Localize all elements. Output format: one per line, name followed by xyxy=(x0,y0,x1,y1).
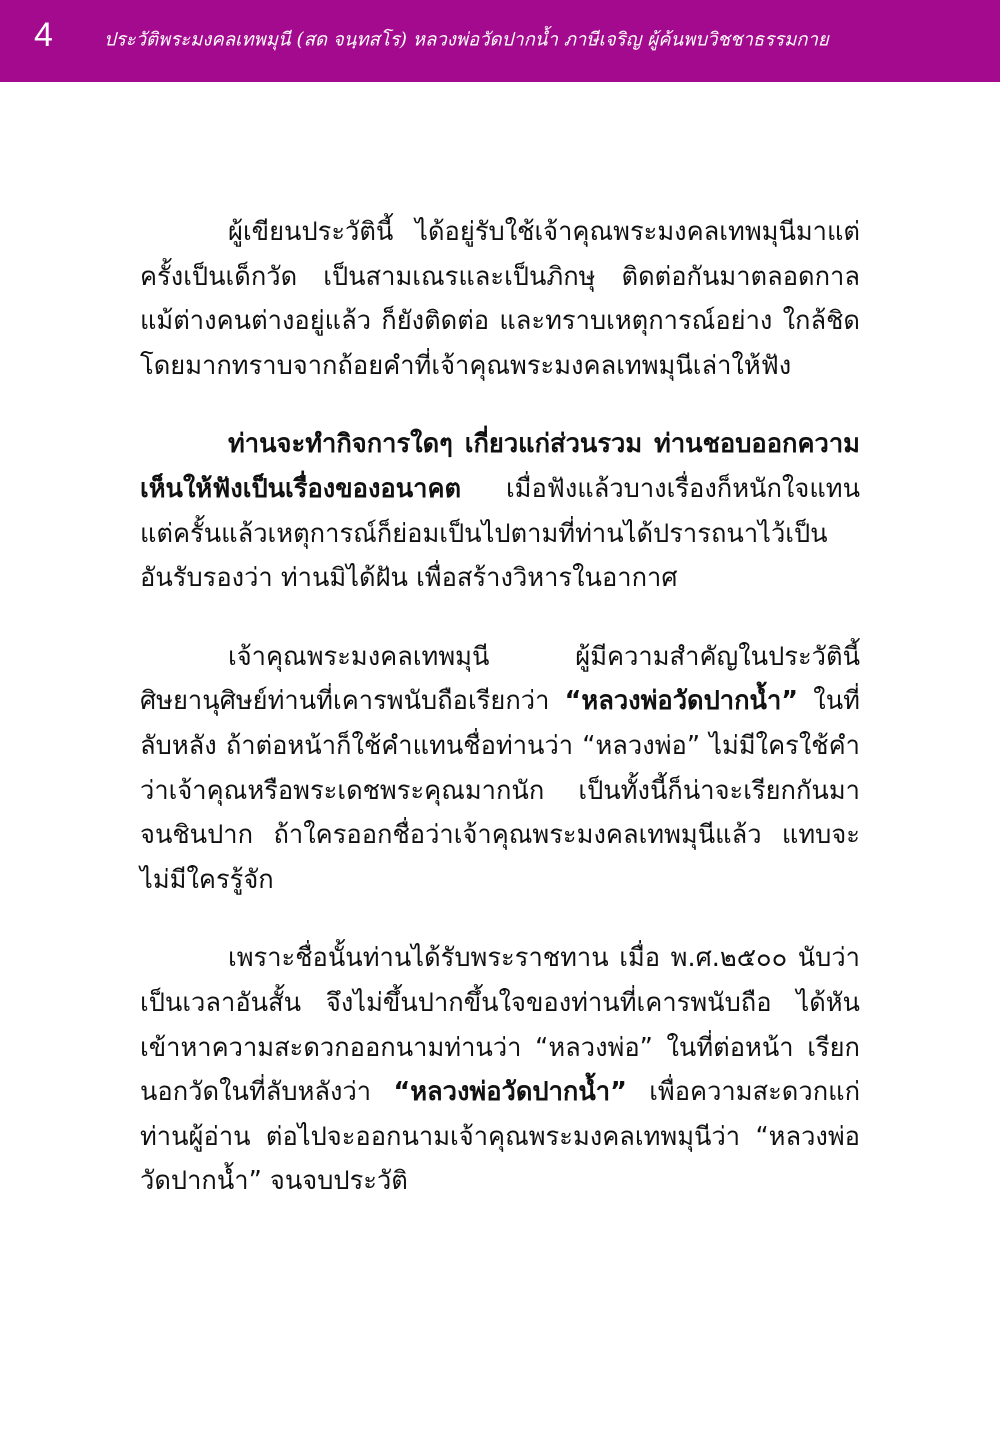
paragraph-1-text: ผู้เขียนประวัตินี้ ได้อยู่รับใช้เจ้าคุณพระมงคลเทพมุนีมาแต่ครั้งเป็นเด็กวัด เป็นสามเณรและเป็นภิกษุ ติดต่อกันมาตลอดกาล แม้ต่างคนต่างอยู่แล้ว ก็ยังติดต่อ และทราบเหตุการณ์อย่าง ใกล้ชิด โดยมากทราบจากถ้อยคำที่เจ้าคุณพระมงคลเทพมุนีเล่าให้ฟัง xyxy=(140,217,860,381)
paragraph-3-bold-text: “หลวงพ่อวัดปากน้ำ” xyxy=(564,686,799,717)
paragraph-4-bold-text: “หลวงพ่อวัดปากน้ำ” xyxy=(393,1077,627,1108)
running-title: ประวัติพระมงคลเทพมุนี (สด จนฺทสโร) หลวงพ่อวัดปากน้ำ ภาษีเจริญ ผู้ค้นพบวิชชาธรรมกาย xyxy=(104,29,829,51)
paragraph-2-bold-text: ท่านจะทำกิจการใดๆ เกี่ยวแก่ส่วนรวม ท่านชอบออกความเห็นให้ฟังเป็นเรื่องของอนาคต xyxy=(140,429,860,504)
paragraph-3-text-a: เจ้าคุณพระมงคลเทพมุนี ผู้มีความสำคัญในประวัตินี้ ศิษยานุศิษย์ท่านที่เคารพนับถือเรียกว่า xyxy=(140,641,860,717)
page-header xyxy=(0,0,1000,82)
paragraph-2 xyxy=(140,422,860,600)
paragraph-4-text-a: เพราะชื่อนั้นท่านได้รับพระราชทาน เมื่อ พ.ศ.๒๕๐๐ นับว่าเป็นเวลาอันสั้น จึงไม่ขึ้นปากขึ้นใจของท่านที่เคารพนับถือ ได้หันเข้าหาความสะดวกออกนามท่านว่า “หลวงพ่อ” ในที่ต่อหน้า เรียกนอกวัดในที่ลับหลังว่า xyxy=(140,943,860,1108)
paragraph-3-text-b: ในที่ลับหลัง ถ้าต่อหน้าก็ใช้คำแทนชื่อท่านว่า “หลวงพ่อ” ไม่มีใครใช้คำว่าเจ้าคุณหรือพระเดชพระคุณมากนัก เป็นทั้งนี้ก็น่าจะเรียกกันมาจนชินปาก ถ้าใครออกชื่อว่าเจ้าคุณพระมงคลเทพมุนีแล้ว แทบจะไม่มีใครรู้จัก xyxy=(140,686,860,895)
paragraph-2-text: เมื่อฟังแล้วบางเรื่องก็หนักใจแทน แต่ครั้นแล้วเหตุการณ์ก็ย่อมเป็นไปตามที่ท่านได้ปรารถนาไว้เป็นอันรับรองว่า ท่านมิได้ฝัน เพื่อสร้างวิหารในอากาศ xyxy=(140,473,860,594)
paragraph-4 xyxy=(140,936,860,1204)
body-text xyxy=(140,210,860,1238)
page-number: 4 xyxy=(34,16,53,54)
paragraph-3 xyxy=(140,635,860,903)
paragraph-4-text-b: เพื่อความสะดวกแก่ท่านผู้อ่าน ต่อไปจะออกนามเจ้าคุณพระมงคลเทพมุนีว่า “หลวงพ่อวัดปากน้ำ” จนจบประวัติ xyxy=(140,1077,861,1197)
paragraph-1 xyxy=(140,210,860,388)
